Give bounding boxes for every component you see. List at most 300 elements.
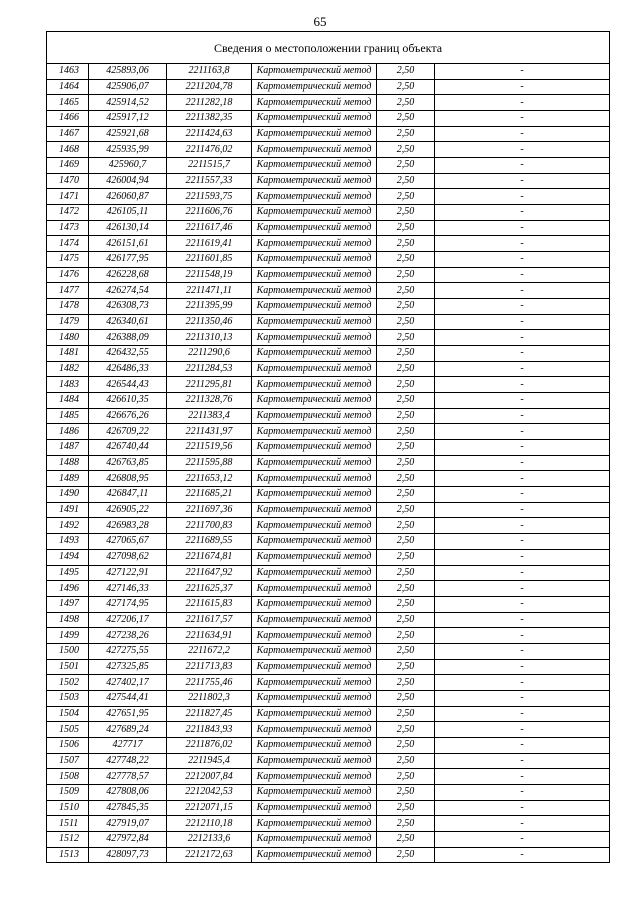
x-coordinate-cell: 426763,85 [89, 455, 167, 471]
point-number-cell: 1500 [47, 643, 89, 659]
description-cell: - [435, 581, 610, 597]
table-row [47, 299, 610, 315]
x-coordinate-cell: 427402,17 [89, 675, 167, 691]
point-number-cell: 1489 [47, 471, 89, 487]
y-coordinate-cell: 2211328,76 [167, 393, 252, 409]
point-number-cell: 1504 [47, 706, 89, 722]
y-coordinate-cell: 2211395,99 [167, 299, 252, 315]
point-number-cell: 1512 [47, 831, 89, 847]
accuracy-cell: 2,50 [377, 831, 435, 847]
description-cell: - [435, 612, 610, 628]
x-coordinate-cell: 427689,24 [89, 722, 167, 738]
boundary-coordinates-table [46, 31, 610, 863]
y-coordinate-cell: 2211350,46 [167, 314, 252, 330]
point-number-cell: 1501 [47, 659, 89, 675]
accuracy-cell: 2,50 [377, 393, 435, 409]
point-number-cell: 1498 [47, 612, 89, 628]
table-row [47, 690, 610, 706]
point-number-cell: 1479 [47, 314, 89, 330]
x-coordinate-cell: 426228,68 [89, 267, 167, 283]
point-number-cell: 1505 [47, 722, 89, 738]
description-cell: - [435, 643, 610, 659]
point-number-cell: 1478 [47, 299, 89, 315]
y-coordinate-cell: 2211697,36 [167, 502, 252, 518]
y-coordinate-cell: 2211617,46 [167, 220, 252, 236]
point-number-cell: 1488 [47, 455, 89, 471]
description-cell: - [435, 706, 610, 722]
x-coordinate-cell: 426130,14 [89, 220, 167, 236]
description-cell: - [435, 189, 610, 205]
description-cell: - [435, 800, 610, 816]
accuracy-cell: 2,50 [377, 471, 435, 487]
accuracy-cell: 2,50 [377, 252, 435, 268]
table-row [47, 330, 610, 346]
method-cell: Картометрический метод [252, 581, 377, 597]
accuracy-cell: 2,50 [377, 753, 435, 769]
table-row [47, 612, 610, 628]
y-coordinate-cell: 2212172,63 [167, 847, 252, 863]
table-row [47, 769, 610, 785]
table-row [47, 158, 610, 174]
x-coordinate-cell: 427065,67 [89, 534, 167, 550]
table-row [47, 252, 610, 268]
method-cell: Картометрический метод [252, 659, 377, 675]
x-coordinate-cell: 425893,06 [89, 64, 167, 80]
accuracy-cell: 2,50 [377, 126, 435, 142]
accuracy-cell: 2,50 [377, 440, 435, 456]
accuracy-cell: 2,50 [377, 455, 435, 471]
y-coordinate-cell: 2212110,18 [167, 816, 252, 832]
description-cell: - [435, 314, 610, 330]
y-coordinate-cell: 2211625,37 [167, 581, 252, 597]
method-cell: Картометрический метод [252, 487, 377, 503]
description-cell: - [435, 487, 610, 503]
x-coordinate-cell: 427098,62 [89, 549, 167, 565]
description-cell: - [435, 330, 610, 346]
point-number-cell: 1465 [47, 95, 89, 111]
x-coordinate-cell: 427808,06 [89, 784, 167, 800]
method-cell: Картометрический метод [252, 722, 377, 738]
method-cell: Картометрический метод [252, 455, 377, 471]
y-coordinate-cell: 2211382,35 [167, 111, 252, 127]
point-number-cell: 1493 [47, 534, 89, 550]
table-row [47, 581, 610, 597]
x-coordinate-cell: 427972,84 [89, 831, 167, 847]
accuracy-cell: 2,50 [377, 612, 435, 628]
x-coordinate-cell: 426740,44 [89, 440, 167, 456]
table-row [47, 79, 610, 95]
description-cell: - [435, 236, 610, 252]
method-cell: Картометрический метод [252, 675, 377, 691]
description-cell: - [435, 471, 610, 487]
description-cell: - [435, 659, 610, 675]
y-coordinate-cell: 2211548,19 [167, 267, 252, 283]
method-cell: Картометрический метод [252, 79, 377, 95]
accuracy-cell: 2,50 [377, 487, 435, 503]
method-cell: Картометрический метод [252, 299, 377, 315]
accuracy-cell: 2,50 [377, 565, 435, 581]
description-cell: - [435, 377, 610, 393]
method-cell: Картометрический метод [252, 283, 377, 299]
x-coordinate-cell: 427206,17 [89, 612, 167, 628]
accuracy-cell: 2,50 [377, 158, 435, 174]
description-cell: - [435, 831, 610, 847]
method-cell: Картометрический метод [252, 643, 377, 659]
accuracy-cell: 2,50 [377, 737, 435, 753]
description-cell: - [435, 440, 610, 456]
y-coordinate-cell: 2211945,4 [167, 753, 252, 769]
table-row [47, 659, 610, 675]
x-coordinate-cell: 426340,61 [89, 314, 167, 330]
x-coordinate-cell: 427146,33 [89, 581, 167, 597]
table-body [47, 64, 610, 863]
point-number-cell: 1490 [47, 487, 89, 503]
table-row [47, 346, 610, 362]
description-cell: - [435, 346, 610, 362]
point-number-cell: 1472 [47, 205, 89, 221]
point-number-cell: 1473 [47, 220, 89, 236]
x-coordinate-cell: 426388,09 [89, 330, 167, 346]
description-cell: - [435, 424, 610, 440]
table-row [47, 596, 610, 612]
table-row [47, 487, 610, 503]
y-coordinate-cell: 2211515,7 [167, 158, 252, 174]
table-row [47, 784, 610, 800]
description-cell: - [435, 220, 610, 236]
y-coordinate-cell: 2211282,18 [167, 95, 252, 111]
point-number-cell: 1463 [47, 64, 89, 80]
x-coordinate-cell: 427845,35 [89, 800, 167, 816]
y-coordinate-cell: 2211595,88 [167, 455, 252, 471]
accuracy-cell: 2,50 [377, 784, 435, 800]
x-coordinate-cell: 426004,94 [89, 173, 167, 189]
description-cell: - [435, 158, 610, 174]
y-coordinate-cell: 2211876,02 [167, 737, 252, 753]
table-title: Сведения о местоположении границ объекта [47, 32, 610, 64]
accuracy-cell: 2,50 [377, 706, 435, 722]
point-number-cell: 1496 [47, 581, 89, 597]
point-number-cell: 1508 [47, 769, 89, 785]
table-row [47, 816, 610, 832]
y-coordinate-cell: 2212071,15 [167, 800, 252, 816]
point-number-cell: 1503 [47, 690, 89, 706]
description-cell: - [435, 675, 610, 691]
method-cell: Картометрический метод [252, 502, 377, 518]
table-row [47, 800, 610, 816]
description-cell: - [435, 690, 610, 706]
table-row [47, 95, 610, 111]
method-cell: Картометрический метод [252, 784, 377, 800]
method-cell: Картометрический метод [252, 377, 377, 393]
point-number-cell: 1510 [47, 800, 89, 816]
method-cell: Картометрический метод [252, 142, 377, 158]
accuracy-cell: 2,50 [377, 299, 435, 315]
point-number-cell: 1485 [47, 408, 89, 424]
accuracy-cell: 2,50 [377, 800, 435, 816]
x-coordinate-cell: 425921,68 [89, 126, 167, 142]
accuracy-cell: 2,50 [377, 95, 435, 111]
point-number-cell: 1483 [47, 377, 89, 393]
y-coordinate-cell: 2211519,56 [167, 440, 252, 456]
table-row [47, 706, 610, 722]
description-cell: - [435, 628, 610, 644]
description-cell: - [435, 205, 610, 221]
x-coordinate-cell: 426432,55 [89, 346, 167, 362]
table-row [47, 111, 610, 127]
y-coordinate-cell: 2211295,81 [167, 377, 252, 393]
point-number-cell: 1481 [47, 346, 89, 362]
table-row [47, 267, 610, 283]
x-coordinate-cell: 427275,55 [89, 643, 167, 659]
method-cell: Картометрический метод [252, 440, 377, 456]
method-cell: Картометрический метод [252, 361, 377, 377]
accuracy-cell: 2,50 [377, 690, 435, 706]
accuracy-cell: 2,50 [377, 64, 435, 80]
description-cell: - [435, 518, 610, 534]
table-row [47, 377, 610, 393]
accuracy-cell: 2,50 [377, 518, 435, 534]
point-number-cell: 1470 [47, 173, 89, 189]
table-row [47, 408, 610, 424]
table-row [47, 675, 610, 691]
method-cell: Картометрический метод [252, 252, 377, 268]
method-cell: Картометрический метод [252, 565, 377, 581]
page-number: 65 [313, 14, 327, 29]
point-number-cell: 1475 [47, 252, 89, 268]
point-number-cell: 1482 [47, 361, 89, 377]
description-cell: - [435, 816, 610, 832]
table-row [47, 643, 610, 659]
description-cell: - [435, 299, 610, 315]
x-coordinate-cell: 426709,22 [89, 424, 167, 440]
point-number-cell: 1494 [47, 549, 89, 565]
y-coordinate-cell: 2211557,33 [167, 173, 252, 189]
point-number-cell: 1487 [47, 440, 89, 456]
table-row [47, 361, 610, 377]
description-cell: - [435, 267, 610, 283]
accuracy-cell: 2,50 [377, 189, 435, 205]
point-number-cell: 1486 [47, 424, 89, 440]
method-cell: Картометрический метод [252, 408, 377, 424]
x-coordinate-cell: 427778,57 [89, 769, 167, 785]
y-coordinate-cell: 2211634,91 [167, 628, 252, 644]
method-cell: Картометрический метод [252, 189, 377, 205]
table-row [47, 502, 610, 518]
point-number-cell: 1469 [47, 158, 89, 174]
accuracy-cell: 2,50 [377, 142, 435, 158]
point-number-cell: 1464 [47, 79, 89, 95]
accuracy-cell: 2,50 [377, 424, 435, 440]
table-row [47, 283, 610, 299]
method-cell: Картометрический метод [252, 737, 377, 753]
description-cell: - [435, 111, 610, 127]
x-coordinate-cell: 427748,22 [89, 753, 167, 769]
method-cell: Картометрический метод [252, 220, 377, 236]
point-number-cell: 1480 [47, 330, 89, 346]
table-row [47, 455, 610, 471]
method-cell: Картометрический метод [252, 126, 377, 142]
y-coordinate-cell: 2211700,83 [167, 518, 252, 534]
accuracy-cell: 2,50 [377, 267, 435, 283]
method-cell: Картометрический метод [252, 424, 377, 440]
x-coordinate-cell: 427717 [89, 737, 167, 753]
x-coordinate-cell: 426610,35 [89, 393, 167, 409]
y-coordinate-cell: 2211685,21 [167, 487, 252, 503]
description-cell: - [435, 722, 610, 738]
point-number-cell: 1511 [47, 816, 89, 832]
y-coordinate-cell: 2211755,46 [167, 675, 252, 691]
description-cell: - [435, 534, 610, 550]
y-coordinate-cell: 2211284,53 [167, 361, 252, 377]
accuracy-cell: 2,50 [377, 549, 435, 565]
y-coordinate-cell: 2211606,76 [167, 205, 252, 221]
description-cell: - [435, 173, 610, 189]
y-coordinate-cell: 2211163,8 [167, 64, 252, 80]
y-coordinate-cell: 2211653,12 [167, 471, 252, 487]
description-cell: - [435, 361, 610, 377]
accuracy-cell: 2,50 [377, 111, 435, 127]
y-coordinate-cell: 2211617,57 [167, 612, 252, 628]
x-coordinate-cell: 425960,7 [89, 158, 167, 174]
table-row [47, 831, 610, 847]
x-coordinate-cell: 427651,95 [89, 706, 167, 722]
accuracy-cell: 2,50 [377, 173, 435, 189]
accuracy-cell: 2,50 [377, 502, 435, 518]
table-row [47, 628, 610, 644]
method-cell: Картометрический метод [252, 267, 377, 283]
table-row [47, 236, 610, 252]
y-coordinate-cell: 2211647,92 [167, 565, 252, 581]
y-coordinate-cell: 2211290,6 [167, 346, 252, 362]
method-cell: Картометрический метод [252, 596, 377, 612]
x-coordinate-cell: 426177,95 [89, 252, 167, 268]
x-coordinate-cell: 427325,85 [89, 659, 167, 675]
description-cell: - [435, 769, 610, 785]
y-coordinate-cell: 2212133,6 [167, 831, 252, 847]
method-cell: Картометрический метод [252, 173, 377, 189]
point-number-cell: 1499 [47, 628, 89, 644]
table-row [47, 753, 610, 769]
y-coordinate-cell: 2211713,83 [167, 659, 252, 675]
y-coordinate-cell: 2211431,97 [167, 424, 252, 440]
y-coordinate-cell: 2211593,75 [167, 189, 252, 205]
x-coordinate-cell: 428097,73 [89, 847, 167, 863]
accuracy-cell: 2,50 [377, 534, 435, 550]
table-row [47, 722, 610, 738]
x-coordinate-cell: 425906,07 [89, 79, 167, 95]
method-cell: Картометрический метод [252, 800, 377, 816]
method-cell: Картометрический метод [252, 158, 377, 174]
method-cell: Картометрический метод [252, 690, 377, 706]
point-number-cell: 1502 [47, 675, 89, 691]
accuracy-cell: 2,50 [377, 675, 435, 691]
accuracy-cell: 2,50 [377, 769, 435, 785]
accuracy-cell: 2,50 [377, 722, 435, 738]
point-number-cell: 1495 [47, 565, 89, 581]
y-coordinate-cell: 2211615,83 [167, 596, 252, 612]
accuracy-cell: 2,50 [377, 330, 435, 346]
method-cell: Картометрический метод [252, 205, 377, 221]
y-coordinate-cell: 2212042,53 [167, 784, 252, 800]
x-coordinate-cell: 425914,52 [89, 95, 167, 111]
table-row [47, 565, 610, 581]
method-cell: Картометрический метод [252, 64, 377, 80]
y-coordinate-cell: 2211383,4 [167, 408, 252, 424]
point-number-cell: 1471 [47, 189, 89, 205]
description-cell: - [435, 64, 610, 80]
table-row [47, 173, 610, 189]
x-coordinate-cell: 426983,28 [89, 518, 167, 534]
table-row [47, 189, 610, 205]
description-cell: - [435, 408, 610, 424]
table-row [47, 847, 610, 863]
y-coordinate-cell: 2211619,41 [167, 236, 252, 252]
table-row [47, 534, 610, 550]
accuracy-cell: 2,50 [377, 408, 435, 424]
point-number-cell: 1509 [47, 784, 89, 800]
x-coordinate-cell: 426544,43 [89, 377, 167, 393]
table-row [47, 737, 610, 753]
point-number-cell: 1497 [47, 596, 89, 612]
accuracy-cell: 2,50 [377, 361, 435, 377]
accuracy-cell: 2,50 [377, 220, 435, 236]
y-coordinate-cell: 2211843,93 [167, 722, 252, 738]
method-cell: Картометрический метод [252, 314, 377, 330]
point-number-cell: 1507 [47, 753, 89, 769]
x-coordinate-cell: 426847,11 [89, 487, 167, 503]
x-coordinate-cell: 426060,87 [89, 189, 167, 205]
x-coordinate-cell: 427238,26 [89, 628, 167, 644]
description-cell: - [435, 596, 610, 612]
method-cell: Картометрический метод [252, 816, 377, 832]
table-row [47, 220, 610, 236]
method-cell: Картометрический метод [252, 628, 377, 644]
table-row [47, 549, 610, 565]
point-number-cell: 1506 [47, 737, 89, 753]
y-coordinate-cell: 2211802,3 [167, 690, 252, 706]
x-coordinate-cell: 426308,73 [89, 299, 167, 315]
accuracy-cell: 2,50 [377, 847, 435, 863]
accuracy-cell: 2,50 [377, 79, 435, 95]
x-coordinate-cell: 426486,33 [89, 361, 167, 377]
method-cell: Картометрический метод [252, 518, 377, 534]
x-coordinate-cell: 426151,61 [89, 236, 167, 252]
accuracy-cell: 2,50 [377, 205, 435, 221]
point-number-cell: 1467 [47, 126, 89, 142]
method-cell: Картометрический метод [252, 847, 377, 863]
table-row [47, 424, 610, 440]
x-coordinate-cell: 427122,91 [89, 565, 167, 581]
description-cell: - [435, 784, 610, 800]
y-coordinate-cell: 2212007,84 [167, 769, 252, 785]
y-coordinate-cell: 2211601,85 [167, 252, 252, 268]
table-row [47, 471, 610, 487]
description-cell: - [435, 847, 610, 863]
method-cell: Картометрический метод [252, 831, 377, 847]
accuracy-cell: 2,50 [377, 314, 435, 330]
description-cell: - [435, 95, 610, 111]
point-number-cell: 1468 [47, 142, 89, 158]
x-coordinate-cell: 427174,95 [89, 596, 167, 612]
accuracy-cell: 2,50 [377, 628, 435, 644]
accuracy-cell: 2,50 [377, 643, 435, 659]
accuracy-cell: 2,50 [377, 283, 435, 299]
description-cell: - [435, 126, 610, 142]
table-row [47, 205, 610, 221]
method-cell: Картометрический метод [252, 346, 377, 362]
y-coordinate-cell: 2211476,02 [167, 142, 252, 158]
x-coordinate-cell: 426808,95 [89, 471, 167, 487]
